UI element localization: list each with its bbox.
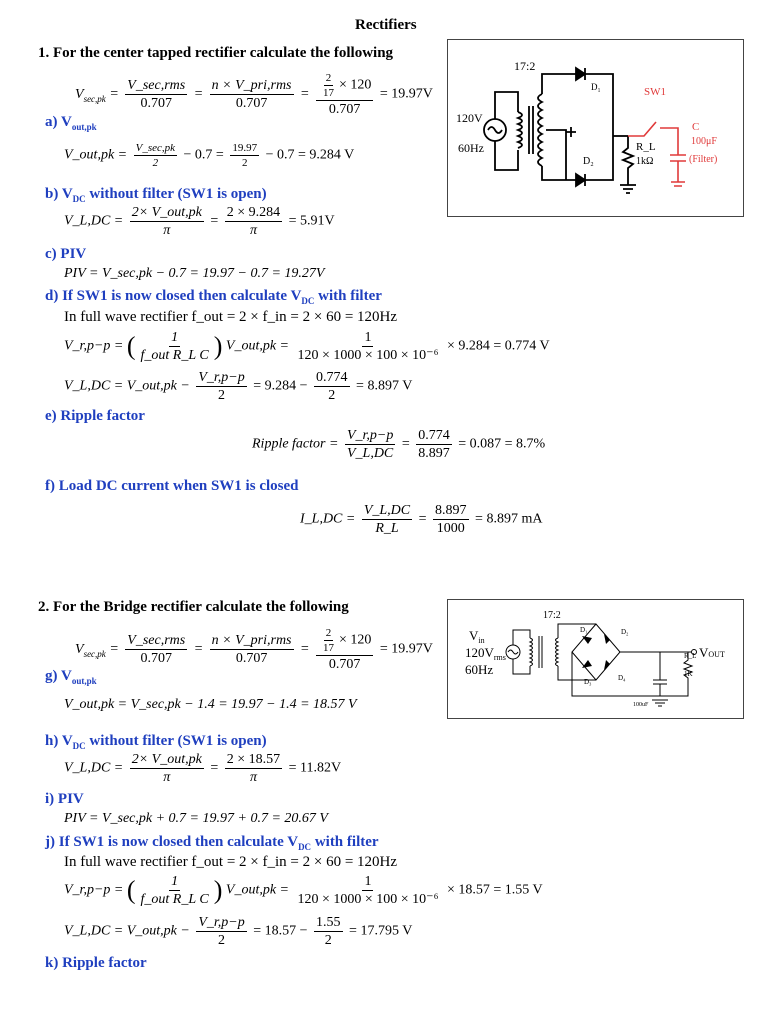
fig2-d2-label: D₂: [621, 628, 629, 636]
q1-d-ripple-equation: V_r,p−p = ( $\frac{1}{\text{f\_out R\_L C}}$ ) V_out,pk = $\frac{1}{\text{120 × 1000 × 100 × 10⁻⁶}}$ × 9.284 = 0.774 V: [64, 330, 550, 363]
fig2-vin-label: $V_{in}$: [469, 628, 485, 645]
fig2-vout-label: VOUT: [699, 645, 725, 660]
question-1-heading: 1. For the center tapped rectifier calculate the following: [38, 45, 394, 61]
q1-d-text: In full wave rectifier f_out = 2 × f_in = 2 × 60 = 120Hz: [64, 309, 398, 325]
bridge-diodes: [582, 634, 610, 670]
q2-j-text: In full wave rectifier f_out = 2 × f_in = 2 × 60 = 120Hz: [64, 854, 398, 870]
fig2-cap-label: 100uF: [633, 702, 649, 708]
fig1-rl-value: 1kΩ: [636, 156, 654, 167]
q2-k-label: k) Ripple factor: [45, 955, 147, 971]
bridge-circuit-diagram: [448, 600, 743, 718]
fig1-d1-label: D₁: [591, 82, 601, 92]
q1-f-equation: I_L,DC = $\frac{V\_L,DC}{R\_L}$ = $\frac{8.897}{1000}$ = 8.897 mA: [300, 503, 543, 536]
q2-vsec-equation: $V_{sec,pk}$ = $\frac{\text{V\_sec,rms}}{0.707}$ = $\frac{\text{n × V\_pri,rms}}{0.707}$ = $\frac{2}{17}$ × 120 0.707 = 19.97V: [75, 627, 433, 672]
secondary-coil-icon: [538, 94, 542, 166]
q1-d-label: d) If SW1 is now closed then calculate $V_{DC}$ with filter: [45, 288, 382, 306]
q1-a-label: a) $V_{out,pk}$: [45, 114, 97, 132]
primary-coil-icon: [530, 638, 533, 666]
fig2-rl-label: R_L: [684, 652, 697, 660]
q1-e-equation: Ripple factor = $\frac{V\_r,p-p}{V\_L,DC}$ = $\frac{0.774}{8.897}$ = 0.087 = 8.7%: [252, 428, 546, 461]
q1-a-equation: V_out,pk = $\frac{V\_\sec,pk}{2}$ − 0.7 = $\frac{19.97}{2}$ − 0.7 = 9.284 V: [64, 142, 355, 169]
q1-c-label: c) PIV: [45, 246, 87, 262]
fig2-d4-label: D₄: [618, 674, 626, 682]
q2-i-label: i) PIV: [45, 791, 84, 807]
vsec-lhs: $V_{sec,pk}$: [75, 86, 106, 104]
fig1-source-label: 120V: [456, 111, 483, 125]
diode-d1-icon: [582, 636, 592, 644]
fig2-d3-label: D₃: [584, 678, 592, 686]
q1-b-equation: V_L,DC = $\frac{\text{2× V\_out,pk}}{\pi}$ = $\frac{2 \times 9.284}{\pi}$ = 5.91V: [64, 205, 335, 238]
secondary-coil-icon: [556, 638, 559, 666]
q1-e-label: e) Ripple factor: [45, 408, 145, 424]
fig1-cap-label: C: [692, 121, 700, 133]
fig1-ratio-label: 17:2: [514, 59, 536, 73]
filter-capacitor-icon: [653, 652, 667, 696]
q2-i-equation: PIV = V_sec,pk + 0.7 = 19.97 + 0.7 = 20.67 V: [64, 811, 328, 826]
fig1-rl-label: R_L: [636, 141, 656, 153]
q1-d-vl-equation: V_L,DC = V_out,pk − $\frac{V\_r,p-p}{2}$ = 9.284 − $\frac{0.774}{2}$ = 8.897 V: [64, 370, 413, 403]
filter-capacitor-icon: [670, 155, 686, 161]
fig1-cap-value: 100μF: [691, 136, 717, 147]
q1-f-label: f) Load DC current when SW1 is closed: [45, 478, 299, 494]
q2-h-label: h) $V_{DC}$ without filter (SW1 is open): [45, 733, 267, 751]
fig2-vin-value: $120V_{rms}$: [465, 645, 506, 662]
q1-b-label: b) $V_{DC}$ without filter (SW1 is open): [45, 186, 267, 204]
diode-d2-icon: [576, 174, 585, 186]
q2-j-label: j) If SW1 is now closed then calculate $V_{DC}$ with filter: [45, 834, 379, 852]
switch-sw1-icon: [628, 122, 656, 136]
fig1-cap-note: (Filter): [689, 154, 718, 165]
diode-d3-icon: [582, 660, 592, 668]
page-title: Rectifiers: [355, 17, 417, 33]
q2-j-ripple-equation: V_r,p−p = ( $\frac{1}{\text{f\_out R\_L C}}$ ) V_out,pk = $\frac{1}{\text{120 × 1000 × 100 × 10⁻⁶}}$ × 18.57 = 1.55 V: [64, 874, 543, 907]
fig2-rl-value: 1K: [684, 670, 693, 678]
q1-vsec-equation: $V_{sec,pk}$ = $\frac{\text{V\_sec,rms}}{0.707}$ = $\frac{\text{n × V\_pri,rms}}{0.707}$ = $\frac{2}{17}$ × 120 0.707 = 19.97V: [75, 72, 433, 117]
q1-c-equation: PIV = V_sec,pk − 0.7 = 19.97 − 0.7 = 19.27V: [64, 266, 325, 281]
q2-g-equation: V_out,pk = V_sec,pk − 1.4 = 19.97 − 1.4 = 18.57 V: [64, 697, 357, 712]
primary-coil-icon: [518, 112, 522, 148]
q2-j-vl-equation: V_L,DC = V_out,pk − $\frac{V\_r,p-p}{2}$ = 18.57 − $\frac{1.55}{2}$ = 17.795 V: [64, 915, 413, 948]
diode-d1-icon: [576, 68, 585, 80]
fig2-ratio-label: 17:2: [543, 610, 561, 621]
fig1-d2-label: D₂: [583, 156, 594, 167]
fig1-switch-label: SW1: [644, 86, 666, 98]
center-tapped-rectifier-figure: [447, 39, 744, 217]
fig2-vin-freq: 60Hz: [465, 662, 494, 677]
load-resistor-icon: [623, 136, 633, 185]
question-2-heading: 2. For the Bridge rectifier calculate the following: [38, 599, 349, 615]
q2-g-label: g) $V_{out,pk}$: [45, 668, 97, 686]
fig2-d1-label: D₁: [580, 626, 588, 634]
center-tapped-circuit-diagram: [448, 40, 743, 216]
fig1-freq-label: 60Hz: [458, 141, 484, 155]
bridge-rectifier-figure: [447, 599, 744, 719]
q2-h-equation: V_L,DC = $\frac{\text{2× V\_out,pk}}{\pi}$ = $\frac{2 \times 18.57}{\pi}$ = 11.82V: [64, 752, 342, 785]
